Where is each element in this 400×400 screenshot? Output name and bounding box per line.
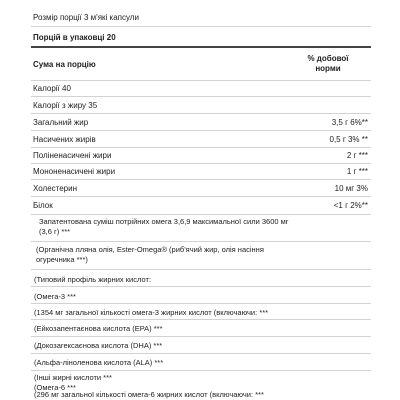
nutrient-value: <1 г 2%** — [333, 201, 368, 210]
daily-value-heading-line2: норми — [315, 64, 341, 73]
nutrient-value: 2 г *** — [346, 151, 368, 160]
blend-source-row — [31, 242, 371, 270]
nutrient-value: 1 г *** — [346, 167, 368, 176]
fatty-acid-row — [31, 287, 371, 304]
nutrient-row — [31, 164, 371, 180]
nutrient-row — [31, 148, 371, 164]
nutrient-row — [31, 131, 371, 148]
supplement-facts-panel — [31, 10, 371, 400]
fatty-acid-label: (Омега-6 *** — [34, 383, 76, 392]
blend-description-line1: Запатентована суміш потрійних омега 3,6,9 максимальної сили 3600 мг — [39, 217, 289, 226]
nutrient-label: Мононенасичені жири — [33, 167, 116, 176]
nutrient-row — [31, 180, 371, 197]
fatty-acid-label: (296 мг загальної кількості омега-6 жирних кислот (включаючи: *** — [34, 390, 264, 399]
fatty-acid-label: (Ейкозапентаєнова кислота (EPA) *** — [34, 324, 163, 333]
fatty-acid-label: (1354 мг загальної кількості омега-3 жирних кислот (включаючи: *** — [34, 308, 269, 317]
serving-size-row — [31, 10, 371, 27]
fatty-acid-label: (Альфа-ліноленова кислота (ALA) *** — [34, 358, 164, 367]
fatty-acid-row — [31, 390, 371, 400]
fatty-acid-label: (Омега-3 *** — [34, 292, 76, 301]
blend-description-line2: (3,6 г) *** — [39, 227, 71, 236]
nutrient-label: Холестерин — [33, 184, 77, 193]
nutrient-value: 0,5 г 3% ** — [329, 135, 368, 144]
fatty-acid-row — [31, 337, 371, 354]
nutrient-label: Поліненасичені жири — [33, 151, 112, 160]
blend-source-line2: огуречника ***) — [36, 255, 88, 264]
nutrient-row — [31, 81, 371, 97]
fatty-acid-label: (Докозагексаєнова кислота (DHA) *** — [34, 341, 163, 350]
nutrient-row — [31, 197, 371, 215]
serving-size: Розмір порції 3 м'які капсули — [33, 13, 139, 22]
nutrient-value: 3,5 г 6%** — [331, 118, 368, 127]
fatty-acid-row — [31, 270, 371, 287]
blend-source-line1: (Органічна лляна олія, Ester-Omega® (риб'ячий жир, олія насіння — [36, 245, 264, 254]
fatty-acid-row — [31, 354, 371, 371]
fatty-acid-label: (Типовий профіль жирних кислот: — [34, 275, 151, 284]
amount-per-serving-heading: Сума на порцію — [33, 60, 96, 69]
proprietary-blend-row — [31, 215, 371, 242]
daily-value-heading — [288, 54, 368, 74]
nutrient-label: Білок — [33, 201, 53, 210]
nutrient-label: Калорії з жиру 35 — [33, 101, 98, 110]
column-header-row — [31, 48, 371, 81]
nutrient-label: Калорії 40 — [33, 84, 71, 93]
servings-per-container: Порцій в упаковці 20 — [33, 33, 116, 42]
daily-value-heading-line1: % добової — [307, 54, 349, 63]
nutrient-row — [31, 114, 371, 131]
servings-per-container-row — [31, 27, 371, 48]
fatty-acid-row — [31, 320, 371, 337]
fatty-acid-row — [31, 304, 371, 320]
nutrient-label: Загальний жир — [33, 118, 89, 127]
nutrient-label: Насичених жирів — [33, 135, 96, 144]
fatty-acid-label: (Інші жирні кислоти *** — [34, 373, 112, 382]
nutrient-value: 10 мг 3% — [334, 184, 368, 193]
nutrient-row — [31, 97, 371, 114]
